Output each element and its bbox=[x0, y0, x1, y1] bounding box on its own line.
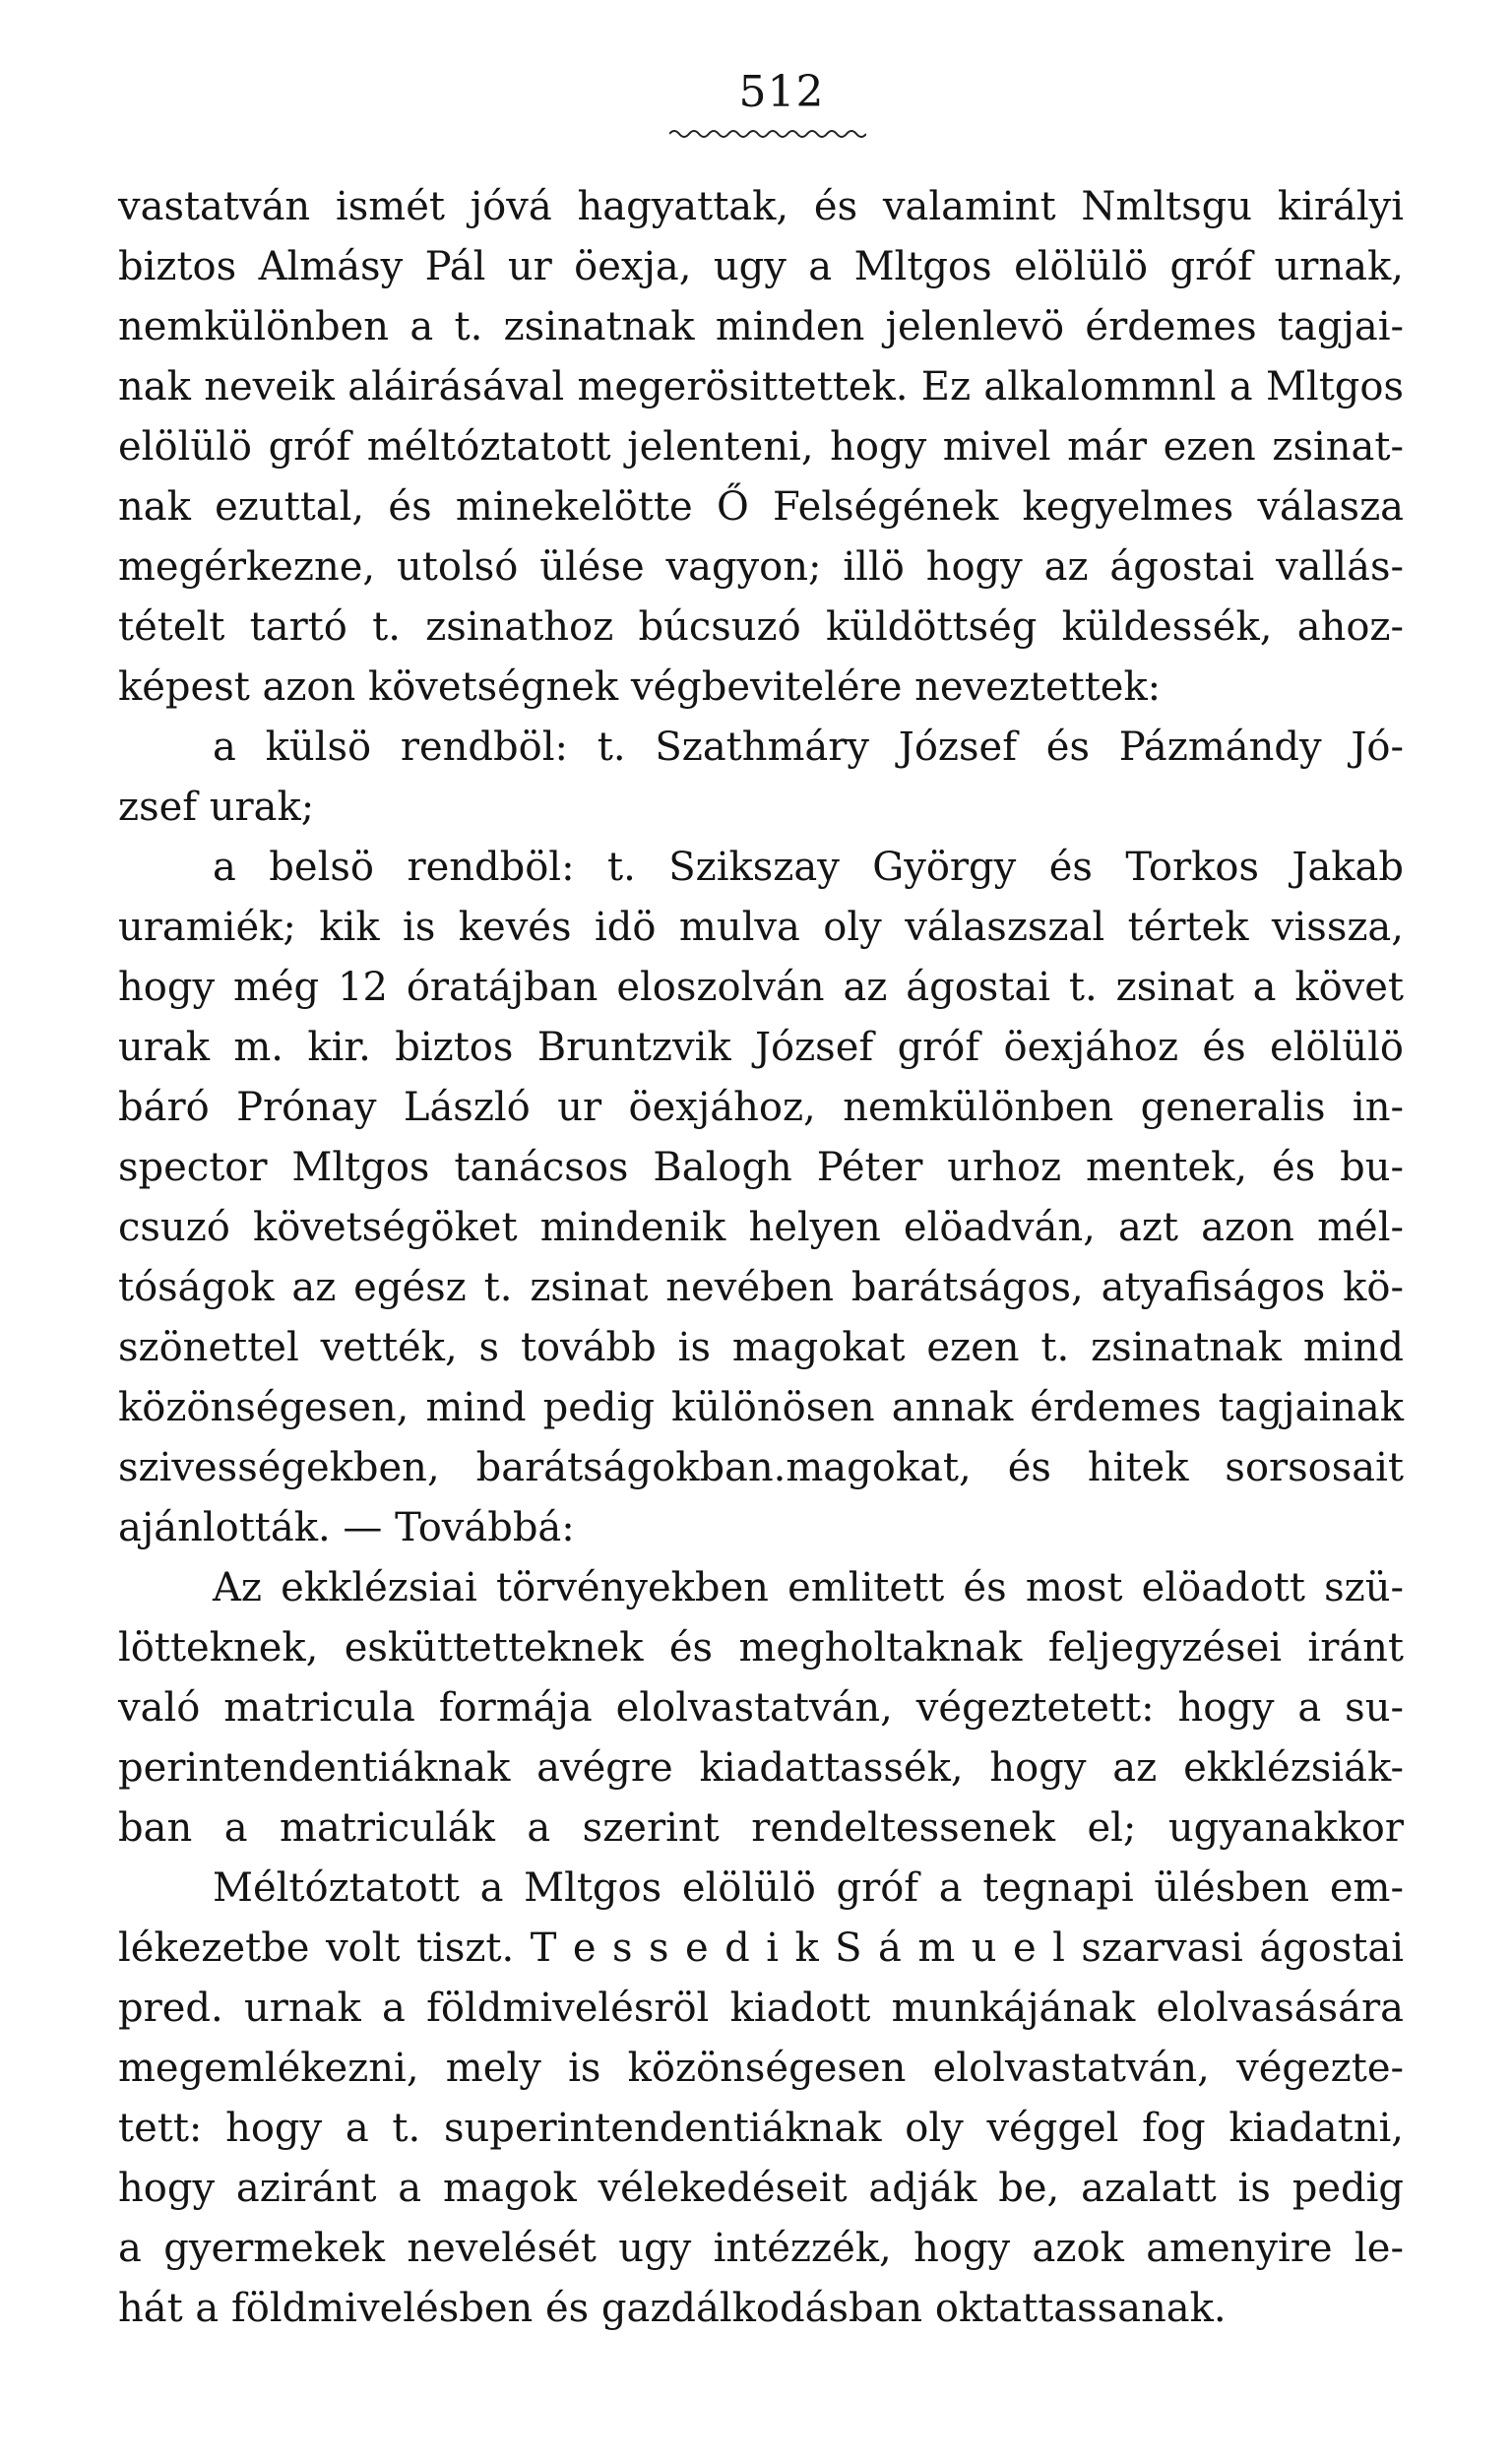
text-line: közönségesen, mind pedig különösen annak érdemes tagjainak bbox=[118, 1385, 1404, 1430]
text-line: Az ekklézsiai törvényekben emlitett és most elöadott szü- bbox=[213, 1565, 1404, 1610]
text-line: csuzó követségöket mindenik helyen elöadván, azt azon mél- bbox=[118, 1205, 1404, 1250]
text-line: nemkülönben a t. zsinatnak minden jelenlevö érdemes tagjai- bbox=[118, 304, 1404, 349]
text-line: a belsö rendböl: t. Szikszay György és Torkos Jakab bbox=[213, 845, 1404, 890]
text-line: spector Mltgos tanácsos Balogh Péter urhoz mentek, és bu- bbox=[118, 1145, 1404, 1190]
text-line: uramiék; kik is kevés idö mulva oly válaszszal tértek vissza, bbox=[118, 905, 1404, 950]
text-line: lötteknek, esküttetteknek és megholtaknak feljegyzései iránt bbox=[118, 1625, 1404, 1671]
text-line: a külsö rendböl: t. Szathmáry József és Pázmándy Jó- bbox=[213, 725, 1404, 770]
text-line: nak neveik aláirásával megerösittettek. Ez alkalommnl a Mltgos bbox=[118, 364, 1404, 410]
text-line: való matricula formája elolvastatván, végeztetett: hogy a su- bbox=[118, 1685, 1404, 1731]
text-line: szivességekben, barátságokban.magokat, és hitek sorsosait bbox=[118, 1445, 1404, 1490]
text-line: perintendentiáknak avégre kiadattassék, hogy az ekklézsiák- bbox=[118, 1745, 1404, 1791]
text-line: képest azon követségnek végbevitelére neveztettek: bbox=[118, 664, 1162, 710]
text-line: zsef urak; bbox=[118, 785, 315, 830]
text-line: hát a földmivelésben és gazdálkodásban oktattassanak. bbox=[118, 2286, 1227, 2331]
page-number bbox=[0, 67, 1512, 118]
text-line: ajánlották. — Továbbá: bbox=[118, 1505, 575, 1550]
text-line: szönettel vették, s tovább is magokat ezen t. zsinatnak mind bbox=[118, 1325, 1404, 1370]
text-line: lékezetbe volt tiszt. T e s s e d i k S á m u e l szarvasi ágostai bbox=[118, 1925, 1404, 1971]
text-line: báró Prónay László ur öexjához, nemkülönben generalis in- bbox=[118, 1085, 1404, 1130]
body-text bbox=[118, 177, 1404, 2339]
text-line: tóságok az egész t. zsinat nevében barátságos, atyafiságos kö- bbox=[118, 1265, 1404, 1310]
text-line: hogy még 12 óratájban eloszolván az ágostai t. zsinat a követ bbox=[118, 965, 1404, 1010]
text-line: elölülö gróf méltóztatott jelenteni, hogy mivel már ezen zsinat- bbox=[118, 424, 1404, 470]
wavy-underline bbox=[669, 131, 866, 137]
text-line: nak ezuttal, és minekelötte Ő Felségének kegyelmes válasza bbox=[118, 484, 1404, 530]
text-line: hogy aziránt a magok vélekedéseit adják be, azalatt is pedig bbox=[118, 2166, 1404, 2211]
text-line: vastatván ismét jóvá hagyattak, és valamint Nmltsgu királyi bbox=[118, 184, 1404, 229]
text-line: tett: hogy a t. superintendentiáknak oly véggel fog kiadatni, bbox=[118, 2106, 1404, 2151]
page-number-text: 512 bbox=[738, 67, 825, 117]
text-line: biztos Almásy Pál ur öexja, ugy a Mltgos elölülö gróf urnak, bbox=[118, 244, 1404, 289]
text-line: pred. urnak a földmivelésröl kiadott munkájának elolvasására bbox=[118, 1986, 1404, 2031]
text-line: tételt tartó t. zsinathoz búcsuzó küldöttség küldessék, ahoz- bbox=[118, 604, 1404, 650]
text-line: megérkezne, utolsó ülése vagyon; illö hogy az ágostai vallás- bbox=[118, 544, 1404, 590]
page-number-ornament bbox=[669, 126, 866, 142]
text-line: ban a matriculák a szerint rendeltessenek el; ugyanakkor bbox=[118, 1805, 1404, 1851]
text-line: a gyermekek nevelését ugy intézzék, hogy azok amenyire le- bbox=[118, 2226, 1404, 2271]
text-line: megemlékezni, mely is közönségesen elolvastatván, végezte- bbox=[118, 2046, 1404, 2091]
text-line: Méltóztatott a Mltgos elölülö gróf a tegnapi ülésben em- bbox=[213, 1865, 1404, 1911]
text-line: urak m. kir. biztos Bruntzvik József gróf öexjához és elölülö bbox=[118, 1025, 1404, 1070]
